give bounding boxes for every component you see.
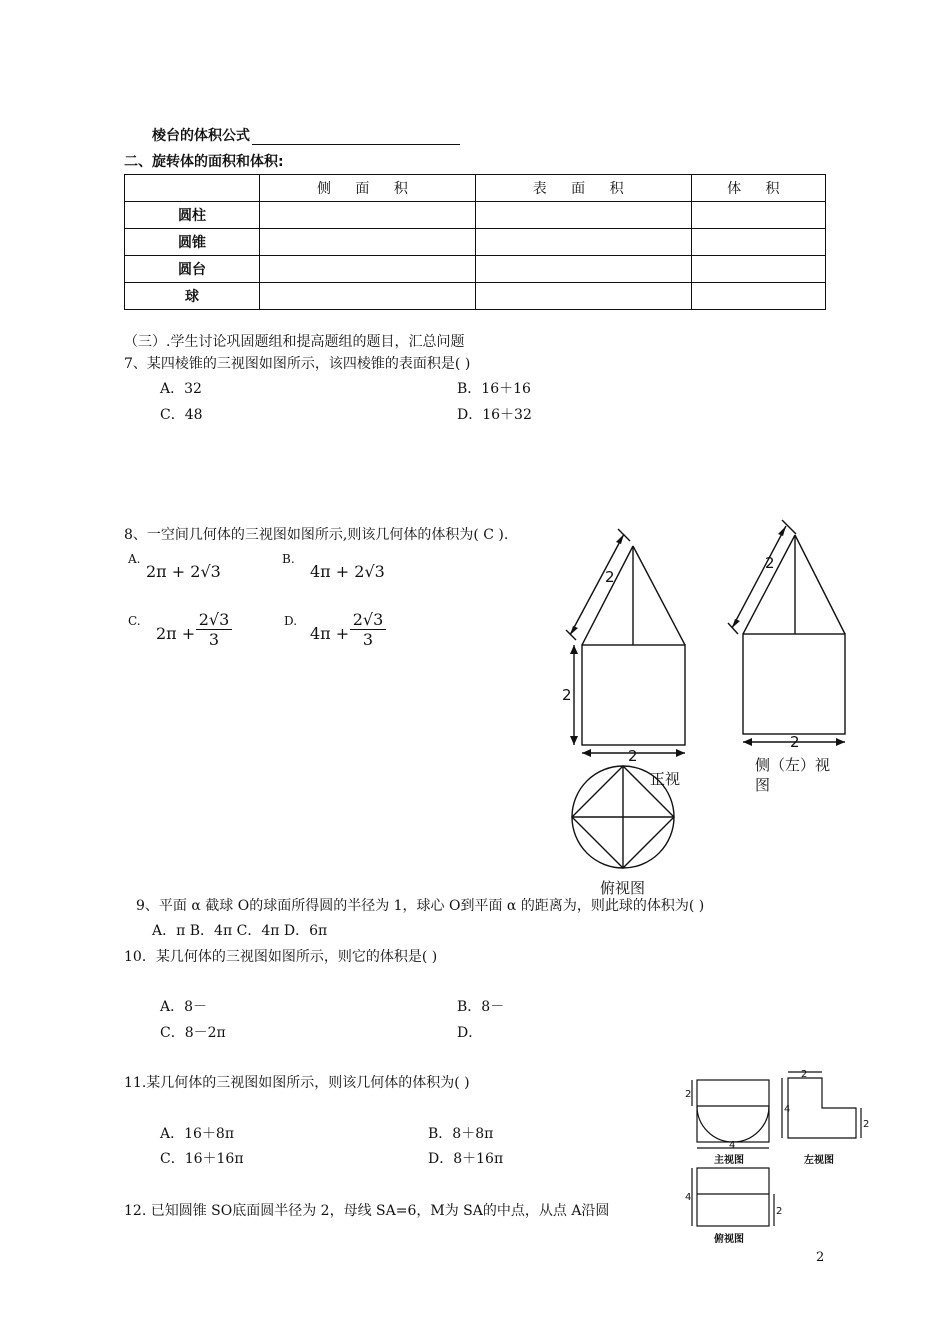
q8-stem: 8、一空间几何体的三视图如图所示,则该几何体的体积为( C ). (124, 527, 509, 543)
q11-front-rect (697, 1080, 769, 1142)
front-square (582, 645, 685, 745)
col-surface-area: 表 面 积 (475, 175, 691, 202)
side-caption-1: 侧（左）视 (755, 756, 831, 774)
side-caption-2: 图 (755, 776, 771, 794)
side-right-edge (795, 535, 845, 634)
q8-option-a: 2π + 2√3 (146, 562, 221, 581)
q11-label-4c: 4 (685, 1192, 692, 1203)
q11-top-caption: 俯视图 (714, 1234, 744, 1245)
q9-stem: 9、平面 α 截球 O的球面所得圆的半径为 1，球心 O到平面 α 的距离为，则此球的体积为( ) (136, 898, 705, 914)
front-slant-label: 2 (605, 568, 615, 586)
q8-option-d-lead: 4π + (310, 624, 350, 643)
q11-top-rect (697, 1168, 769, 1226)
row-frustum: 圆台 (125, 256, 260, 283)
side-slant-label: 2 (765, 554, 775, 572)
col-volume: 体 积 (691, 175, 825, 202)
q10-option-d: D． (457, 1025, 483, 1041)
q11-side-outline (788, 1078, 856, 1138)
front-slant-tick-1 (566, 630, 576, 640)
side-left-edge (743, 535, 795, 634)
front-left-edge (582, 546, 633, 645)
page-number: 2 (816, 1250, 825, 1265)
front-slant-dim (570, 534, 624, 635)
arrow-head (570, 736, 578, 745)
q8-c-denominator: 3 (208, 630, 220, 649)
q8-label-b: B. (282, 552, 295, 566)
arrow-head (616, 534, 624, 544)
q11-stem: 11.某几何体的三视图如图所示，则该几何体的体积为( ) (124, 1075, 470, 1091)
discussion-line: （三）.学生讨论巩固题组和提高题组的题目，汇总问题 (124, 334, 465, 350)
front-caption: 正视 (650, 770, 681, 788)
q8-c-numerator: 2√3 (196, 610, 232, 630)
q8-label-a: A. (128, 552, 141, 566)
q7-option-b: B．16＋16 (457, 381, 531, 397)
frustum-blank (252, 130, 460, 145)
q7-option-d: D．16＋32 (457, 407, 532, 423)
row-cylinder: 圆柱 (125, 202, 260, 229)
q11-label-4a: 4 (729, 1140, 736, 1151)
rotation-heading: 二、旋转体的面积和体积: (124, 154, 284, 170)
q7-option-c: C．48 (160, 407, 203, 423)
table-row (125, 256, 826, 283)
q12-stem: 12. 已知圆锥 SO底面圆半径为 2，母线 SA=6，M为 SA的中点，从点 A沿圆 (124, 1203, 610, 1219)
q11-label-2d: 2 (776, 1206, 783, 1217)
q10-option-b: B．8－ (457, 999, 505, 1015)
q8-d-numerator: 2√3 (350, 610, 386, 630)
q7-stem: 7、某四棱锥的三视图如图所示，该四棱锥的表面积是( ) (124, 356, 471, 372)
q8-d-denominator: 3 (362, 630, 374, 649)
side-width-label: 2 (790, 733, 800, 751)
col-lateral-area: 侧 面 积 (260, 175, 476, 202)
front-right-edge (633, 546, 685, 645)
arrow-head (836, 738, 845, 746)
table-header-row (125, 175, 826, 202)
q8-option-d-frac (350, 610, 386, 649)
q10-stem: 10．某几何体的三视图如图所示，则它的体积是( ) (124, 949, 438, 965)
q10-option-a: A．8－ (160, 999, 208, 1015)
q11-option-a: A．16＋8π (160, 1126, 235, 1142)
q8-label-d: D. (284, 614, 298, 628)
front-width-label: 2 (628, 747, 638, 765)
q11-front-caption: 主视图 (714, 1155, 744, 1166)
arrow-head (570, 626, 578, 635)
arrow-head (676, 749, 685, 757)
q11-three-view-figure (684, 1068, 874, 1246)
rotation-body-table (124, 174, 826, 310)
q11-label-4b: 4 (784, 1104, 791, 1115)
q11-option-b: B．8＋8π (428, 1126, 494, 1142)
arrow-head (778, 526, 786, 536)
q11-front-arc (697, 1106, 769, 1142)
table-row (125, 229, 826, 256)
q8-option-c-frac (196, 610, 232, 649)
row-cone: 圆锥 (125, 229, 260, 256)
top-caption: 俯视图 (600, 879, 646, 897)
side-square (743, 634, 845, 734)
side-slant-dim (732, 526, 786, 628)
arrow-head (570, 645, 578, 654)
q11-option-c: C．16＋16π (160, 1151, 244, 1167)
q8-label-c: C. (128, 614, 141, 628)
arrow-head (582, 749, 591, 757)
frustum-label: 棱台的体积公式 (152, 128, 250, 144)
arrow-head (743, 738, 752, 746)
q8-three-view-figure (560, 518, 860, 898)
table-row (125, 202, 826, 229)
q11-side-caption: 左视图 (804, 1155, 834, 1166)
frustum-volume-line (152, 125, 460, 145)
q7-option-a: A．32 (160, 381, 202, 397)
row-sphere: 球 (125, 283, 260, 310)
front-height-label: 2 (562, 686, 572, 704)
table-row (125, 283, 826, 310)
table-corner-cell (125, 175, 260, 202)
q9-options: A．π B．4π C．4π D．6π (152, 923, 328, 939)
q8-option-c-lead: 2π + (156, 624, 196, 643)
q11-label-2a: 2 (685, 1089, 692, 1100)
arrow-head (732, 619, 740, 628)
q11-label-2b: 2 (801, 1069, 808, 1080)
q11-label-2c: 2 (863, 1119, 870, 1130)
q11-option-d: D．8＋16π (428, 1151, 504, 1167)
q8-option-b: 4π + 2√3 (310, 562, 385, 581)
q10-option-c: C．8－2π (160, 1025, 226, 1041)
